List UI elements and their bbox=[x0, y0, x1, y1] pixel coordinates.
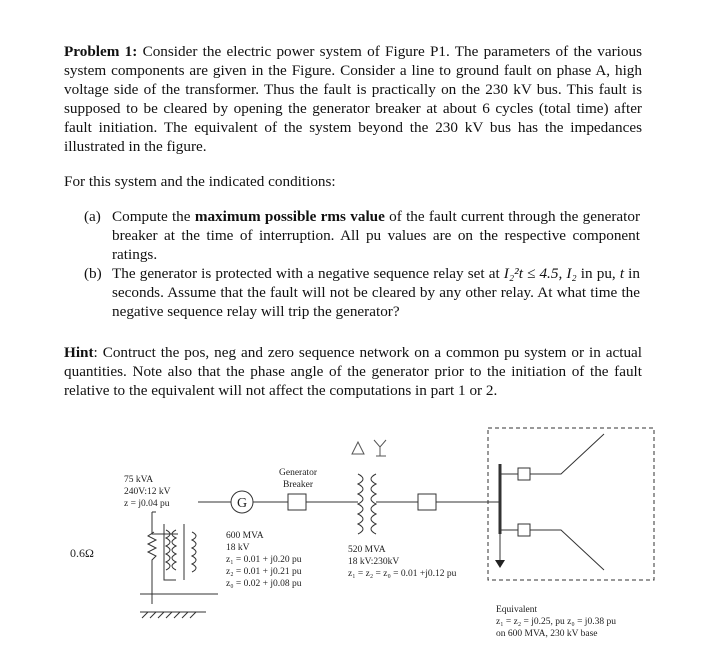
part-a-marker: (a) bbox=[84, 208, 101, 225]
fault-arrow-head bbox=[495, 560, 505, 568]
grounding-tx-impedance: z = j0.04 pu bbox=[124, 499, 170, 509]
part-a-pre: Compute the bbox=[112, 208, 195, 225]
grounding-tx-coils bbox=[166, 530, 176, 570]
transformer-voltage: 18 kV:230kV bbox=[348, 557, 400, 567]
part-a bbox=[84, 207, 640, 264]
generator-coils bbox=[192, 532, 196, 572]
part-b-relay-setting: I₂²t ≤ 4.5, bbox=[503, 265, 563, 282]
generator-z1: z₁ = 0.01 + j0.20 pu bbox=[226, 555, 302, 565]
figure-p1-diagram bbox=[56, 412, 666, 652]
problem-statement bbox=[64, 42, 642, 156]
generator-voltage: 18 kV bbox=[226, 543, 250, 553]
generator-breaker bbox=[288, 494, 306, 510]
part-a-post: of the fault current through the generator breaker at the time of interruption. All pu values are on the respective component ratings. bbox=[112, 208, 640, 263]
generator-rating: 600 MVA bbox=[226, 531, 264, 541]
generator-z0: z₀ = 0.02 + j0.08 pu bbox=[226, 579, 302, 589]
tx-secondary-coils bbox=[371, 474, 376, 534]
tx-primary-coils bbox=[358, 474, 363, 534]
wye-symbol bbox=[374, 440, 386, 456]
part-b-t: t bbox=[619, 265, 625, 282]
generator-z2: z₂ = 0.01 + j0.21 pu bbox=[226, 567, 302, 577]
part-b-marker: (b) bbox=[84, 265, 102, 282]
resistor-zigzag bbox=[148, 532, 156, 594]
equiv-breaker-top bbox=[518, 468, 530, 480]
part-b-post2: in seconds. Assume that the fault will not be cleared by any other relay. At what time the negative sequence relay will trip the generator? bbox=[112, 265, 640, 320]
conditions-line: For this system and the indicated conditions: bbox=[64, 173, 336, 190]
hv-breaker bbox=[418, 494, 436, 510]
grounding-tx-rating: 75 kVA bbox=[124, 475, 154, 485]
transformer-impedance: z₁ = z₂ = z₀ = 0.01 +j0.12 pu bbox=[348, 569, 457, 579]
ground-hatch bbox=[142, 612, 196, 618]
breaker-label-2: Breaker bbox=[282, 480, 314, 490]
grounding-tx-voltage: 240V:12 kV bbox=[124, 487, 171, 497]
hint-text: : Contruct the pos, neg and zero sequence network on a common pu system or in actual quantities. Note also that the phase angle of the generator prior to the initiation of the fault relative to the equivalent will not affect the computations in part 1 or 2. bbox=[64, 344, 642, 399]
equivalent-base: on 600 MVA, 230 kV base bbox=[496, 629, 598, 639]
part-a-bold: maximum possible rms value bbox=[194, 208, 385, 225]
delta-symbol bbox=[352, 442, 364, 454]
part-b bbox=[84, 264, 640, 321]
part-b-post1: in pu, bbox=[576, 265, 620, 282]
resistor-label: 0.6Ω bbox=[70, 546, 94, 560]
part-b-pre: The generator is protected with a negative sequence relay set at bbox=[112, 265, 504, 282]
hint-label: Hint bbox=[64, 344, 94, 361]
hint-paragraph bbox=[64, 343, 642, 400]
ground-line bbox=[140, 594, 218, 612]
equivalent-title: Equivalent bbox=[496, 605, 538, 615]
equivalent-impedance: z₁ = z₂ = j0.25, pu z₀ = j0.38 pu bbox=[496, 617, 616, 627]
equiv-breaker-bottom bbox=[518, 524, 530, 536]
generator-symbol: G bbox=[236, 496, 248, 511]
transformer-rating: 520 MVA bbox=[348, 545, 386, 555]
part-b-i2: I₂ bbox=[566, 265, 577, 282]
equivalent-lines bbox=[500, 434, 604, 570]
problem-intro: Consider the electric power system of Figure P1. The parameters of the various system components are given in the Figure. Consider a line to ground fault on phase A, high voltage side of the transformer. Thus the fault is practically on the 230 kV bus. This fault is supposed to be cleared by opening the generator breaker at about 6 cycles (total time) after fault initiation. The equivalent of the system beyond the 230 kV bus has the impedances illustrated in the figure. bbox=[64, 43, 642, 155]
breaker-label-1: Generator bbox=[279, 468, 317, 478]
problem-title: Problem 1: bbox=[64, 43, 138, 60]
question-parts bbox=[84, 207, 640, 321]
grounding-tx-frame bbox=[152, 524, 184, 580]
equivalent-box bbox=[488, 428, 654, 580]
